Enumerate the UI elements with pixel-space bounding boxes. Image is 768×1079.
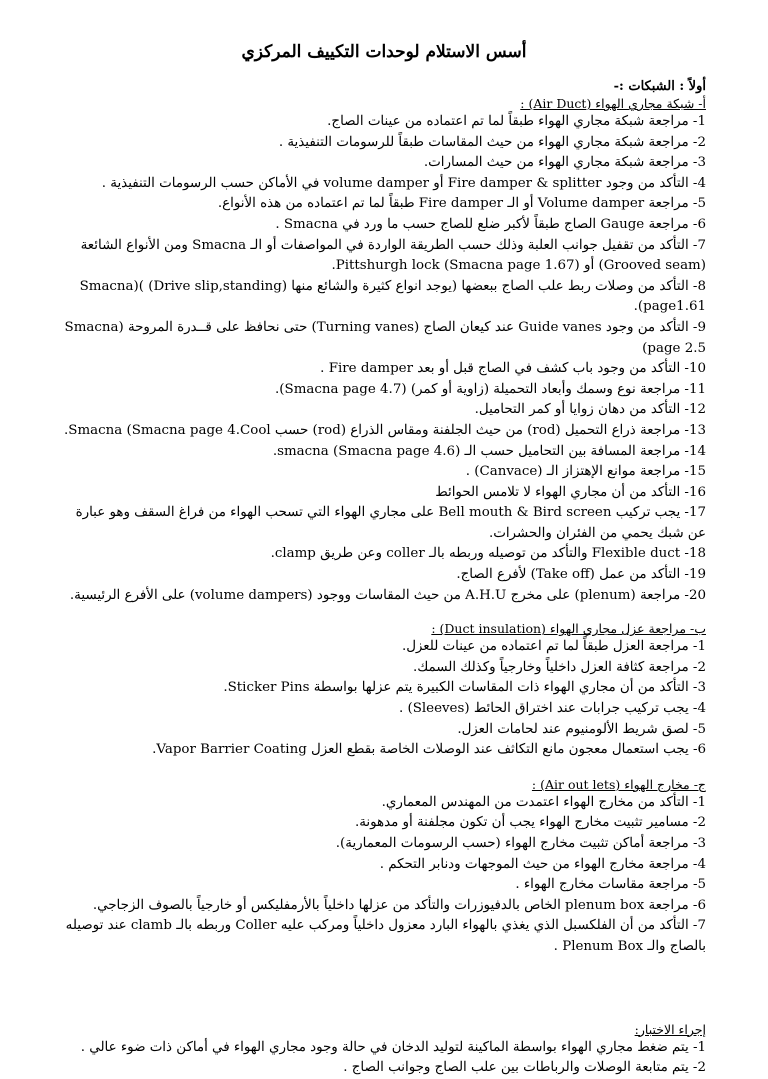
- list-item: 2- مراجعة كثافة العزل داخلياً وخارجياً وكذلك السمك.: [413, 659, 706, 675]
- list-item: 6- مراجعة Gauge الصاج طبقاً لأكبر ضلع للصاج حسب ما ورد في Smacna .: [275, 216, 706, 232]
- section-duct-insulation: [62, 621, 706, 761]
- document-title: أسس الاستلام لوحدات التكييف المركزي: [241, 42, 527, 62]
- list-item: 6- مراجعة plenum box الخاص بالدفيوزرات والتأكد من عزلها داخلياً بالأرمفليكس أو خارجياً بالصوف الزجاجي.: [92, 897, 706, 913]
- list-item: 14- مراجعة المسافة بين التحاميل حسب الـ smacna (Smacna page 4.6).: [272, 443, 706, 459]
- item-list: [62, 112, 706, 606]
- list-item: 19- التأكد من عمل (Take off) لأفرع الصاج.: [456, 567, 706, 583]
- list-item: 2- مراجعة شبكة مجاري الهواء من حيث المقاسات طبقاً للرسومات التنفيذية .: [278, 134, 706, 150]
- list-item: 5- مراجعة مقاسات مخارج الهواء .: [515, 877, 706, 893]
- list-item: 4- يجب تركيب جرابات عند اختراق الحائط (Sleeves) .: [398, 701, 706, 717]
- list-item: 17- يجب تركيب Bell mouth & Bird screen على مجاري الهواء التي تسحب الهواء من فراغ السقف وهو عبارة عن شبك يحمي من الفئران والحشرات.: [75, 505, 706, 541]
- section-heading: إجراء الاختبار:: [634, 1021, 706, 1037]
- list-item: 10- التأكد من وجود باب كشف في الصاج قبل أو بعد Fire damper .: [320, 361, 706, 377]
- list-item: 1- يتم ضغط مجاري الهواء بواسطة الماكينة لتوليد الدخان في حالة وجود مجاري الهواء في أماكن ذات ضوء عالي .: [80, 1039, 706, 1055]
- item-list: [62, 793, 706, 958]
- list-item: 6- يجب استعمال معجون مانع التكاثف عند الوصلات الخاصة بقطع العزل Vapor Barrier Coating.: [152, 742, 706, 758]
- list-item: 3- مراجعة أماكن تثبيت مخارج الهواء (حسب الرسومات المعمارية).: [335, 836, 706, 851]
- list-item: 2- يتم متابعة الوصلات والرباطات بين علب الصاج وجوانب الصاج .: [343, 1060, 706, 1076]
- list-item: 8- التأكد من وصلات ربط علب الصاج ببعضها (يوجد انواع كثيرة والشائع منها (Drive slip,standing) )(Smacna page1.61).: [79, 278, 706, 315]
- list-item: 1- مراجعة شبكة مجاري الهواء طبقاً لما تم اعتماده من عينات الصاج.: [327, 114, 706, 129]
- list-item: 5- مراجعة Volume damper أو الـ Fire damper طبقاً لما تم اعتماده من هذه الأنواع.: [217, 196, 706, 212]
- list-item: 1- التأكد من مخارج الهواء اعتمدت من المهندس المعماري.: [381, 794, 706, 810]
- item-list: [62, 1038, 706, 1079]
- spacer: [62, 958, 706, 1022]
- intro-heading: أولاً : الشبكات :-: [613, 79, 706, 94]
- list-item: 1- مراجعة العزل طبقاً لما تم اعتماده من عينات للعزل.: [401, 639, 706, 655]
- section-heading: أ- شبكة مجاري الهواء (Air Duct) :: [520, 96, 706, 111]
- section-heading: ب- مراجعة عزل مجاري الهواء (Duct insulation) :: [431, 621, 706, 637]
- list-item: 11- مراجعة نوع وسمك وأبعاد التحميلة (زاوية أو كمر) (Smacna page 4.7).: [275, 381, 706, 397]
- list-item: 3- مراجعة شبكة مجاري الهواء من حيث المسارات.: [423, 155, 706, 171]
- spacer: [62, 606, 706, 621]
- list-item: 7- التأكد من تقفيل جوانب العلبة وذلك حسب الطريقة الواردة في المواصفات أو الـ Smacna ومن الأنواع الشائعة (Grooved seam) أو Pittshurgh lock (Smacna page 1.67).: [80, 237, 706, 274]
- list-item: 15- مراجعة موانع الإهتزاز الـ (Canvace) .: [465, 464, 706, 480]
- list-item: 12- التأكد من دهان زوايا أو كمر التحاميل.: [474, 402, 706, 418]
- section-air-outlets: [62, 777, 706, 958]
- section-air-duct: [62, 96, 706, 606]
- spacer: [62, 761, 706, 777]
- list-item: 4- التأكد من وجود Fire damper & splitter أو volume damper في الأماكن حسب الرسومات التنفيذية .: [101, 175, 706, 191]
- list-item: 18- Flexible duct والتأكد من توصيله وربطه بالـ coller وعن طريق clamp.: [270, 546, 706, 562]
- list-item: 16- التأكد من أن مجاري الهواء لا تلامس الحوائط: [435, 484, 706, 500]
- list-item: 7- التأكد من أن الفلكسبل الذي يغذي بالهواء البارد معزول داخلياً ومركب عليه Coller وربطه بالـ clamb عند توصيله بالصاج والـ Plenum Box .: [65, 918, 706, 954]
- list-item: 5- لصق شريط الألومنيوم عند لحامات العزل.: [457, 721, 706, 737]
- section-heading: ج- مخارج الهواء (Air out lets) :: [531, 776, 706, 792]
- list-item: 9- التأكد من وجود Guide vanes عند كيعان الصاج (Turning vanes) حتى نحافظ على قــدرة المروحة (Smacna page 2.5): [64, 319, 706, 356]
- item-list: [62, 637, 706, 761]
- list-item: 13- مراجعة ذراع التحميل (rod) من حيث الجلفنة ومقاس الذراع (rod) حسب Smacna (Smacna page 4.Cool.: [64, 422, 706, 438]
- list-item: 4- مراجعة مخارج الهواء من حيث الموجهات ودنابر التحكم .: [379, 856, 706, 872]
- list-item: 2- مسامير تثبيت مخارج الهواء يجب أن تكون مجلفنة أو مدهونة.: [354, 815, 706, 831]
- section-testing: [62, 1022, 706, 1079]
- list-item: 3- التأكد من أن مجاري الهواء ذات المقاسات الكبيرة يتم عزلها بواسطة Sticker Pins.: [223, 680, 706, 696]
- list-item: 20- مراجعة (plenum) على مخرج A.H.U من حيث المقاسات ووجود (volume dampers) على الأفرع الرئيسية.: [69, 587, 706, 603]
